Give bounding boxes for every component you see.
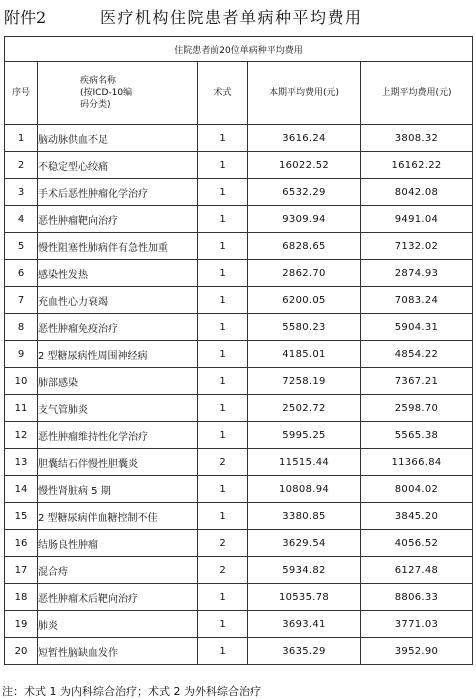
- row-number: 18: [5, 584, 38, 611]
- previous-average-cost: 3845.20: [361, 503, 473, 530]
- surgery-type: 1: [198, 233, 248, 260]
- surgery-type: 1: [198, 314, 248, 341]
- previous-average-cost: 3808.32: [361, 125, 473, 152]
- table-row: [5, 179, 473, 206]
- previous-average-cost: 2874.93: [361, 260, 473, 287]
- previous-average-cost: 8806.33: [361, 584, 473, 611]
- current-average-cost: 16022.52: [248, 152, 361, 179]
- table-header-row: [5, 62, 473, 125]
- table-row: [5, 530, 473, 557]
- previous-average-cost: 5565.38: [361, 422, 473, 449]
- current-average-cost: 7258.19: [248, 368, 361, 395]
- current-average-cost: 6828.65: [248, 233, 361, 260]
- row-number: 8: [5, 314, 38, 341]
- row-number: 9: [5, 341, 38, 368]
- row-number: 11: [5, 395, 38, 422]
- cost-table: [4, 36, 473, 665]
- disease-header-line2: (按ICD-10编: [80, 88, 133, 98]
- current-average-cost: 6200.05: [248, 287, 361, 314]
- surgery-type: 1: [198, 638, 248, 665]
- disease-name: 慢性肾脏病 5 期: [38, 476, 198, 503]
- surgery-type: 1: [198, 476, 248, 503]
- row-number: 17: [5, 557, 38, 584]
- row-number: 3: [5, 179, 38, 206]
- previous-average-cost: 5904.31: [361, 314, 473, 341]
- row-number: 2: [5, 152, 38, 179]
- disease-header-line3: 码分类): [80, 100, 111, 110]
- current-average-cost: 3693.41: [248, 611, 361, 638]
- surgery-type: 1: [198, 260, 248, 287]
- column-header-type: 术式: [198, 62, 248, 125]
- surgery-type: 1: [198, 368, 248, 395]
- surgery-type: 2: [198, 557, 248, 584]
- current-average-cost: 5995.25: [248, 422, 361, 449]
- column-header-current: 本期平均费用(元): [248, 62, 361, 125]
- table-row: [5, 368, 473, 395]
- table-row: [5, 314, 473, 341]
- surgery-type: 1: [198, 503, 248, 530]
- table-row: [5, 341, 473, 368]
- disease-name: 短暂性脑缺血发作: [38, 638, 198, 665]
- previous-average-cost: 11366.84: [361, 449, 473, 476]
- row-number: 19: [5, 611, 38, 638]
- previous-average-cost: 8042.08: [361, 179, 473, 206]
- document-title: 医疗机构住院患者单病种平均费用: [100, 8, 363, 27]
- current-average-cost: 4185.01: [248, 341, 361, 368]
- current-average-cost: 10535.78: [248, 584, 361, 611]
- previous-average-cost: 7367.21: [361, 368, 473, 395]
- table-row: [5, 503, 473, 530]
- previous-average-cost: 4056.52: [361, 530, 473, 557]
- disease-name: 混合痔: [38, 557, 198, 584]
- disease-name: 支气管肺炎: [38, 395, 198, 422]
- disease-name: 不稳定型心绞痛: [38, 152, 198, 179]
- page-header: [2, 2, 472, 32]
- previous-average-cost: 9491.04: [361, 206, 473, 233]
- current-average-cost: 2862.70: [248, 260, 361, 287]
- surgery-type: 1: [198, 341, 248, 368]
- current-average-cost: 3635.29: [248, 638, 361, 665]
- current-average-cost: 5934.82: [248, 557, 361, 584]
- table-row: [5, 611, 473, 638]
- column-header-disease: [38, 62, 198, 125]
- table-row: [5, 476, 473, 503]
- previous-average-cost: 16162.22: [361, 152, 473, 179]
- table-row: [5, 638, 473, 665]
- current-average-cost: 5580.23: [248, 314, 361, 341]
- row-number: 20: [5, 638, 38, 665]
- surgery-type: 2: [198, 530, 248, 557]
- previous-average-cost: 8004.02: [361, 476, 473, 503]
- row-number: 7: [5, 287, 38, 314]
- column-header-previous: 上期平均费用(元): [361, 62, 473, 125]
- surgery-type: 1: [198, 152, 248, 179]
- surgery-type: 1: [198, 395, 248, 422]
- disease-name: 2 型糖尿病伴血糖控制不佳: [38, 503, 198, 530]
- current-average-cost: 9309.94: [248, 206, 361, 233]
- footnote: 注：术式 1 为内科综合治疗；术式 2 为外科综合治疗: [2, 685, 261, 698]
- row-number: 5: [5, 233, 38, 260]
- disease-name: 脑动脉供血不足: [38, 125, 198, 152]
- disease-name: 手术后恶性肿瘤化学治疗: [38, 179, 198, 206]
- current-average-cost: 3380.85: [248, 503, 361, 530]
- disease-name: 肺部感染: [38, 368, 198, 395]
- previous-average-cost: 7132.02: [361, 233, 473, 260]
- surgery-type: 1: [198, 611, 248, 638]
- row-number: 10: [5, 368, 38, 395]
- table-row: [5, 584, 473, 611]
- surgery-type: 1: [198, 125, 248, 152]
- row-number: 13: [5, 449, 38, 476]
- row-number: 4: [5, 206, 38, 233]
- table-caption: 住院患者前20位单病种平均费用: [5, 37, 473, 62]
- table-row: [5, 260, 473, 287]
- disease-name: 结肠良性肿瘤: [38, 530, 198, 557]
- current-average-cost: 11515.44: [248, 449, 361, 476]
- surgery-type: 1: [198, 206, 248, 233]
- table-row: [5, 557, 473, 584]
- disease-name: 慢性阻塞性肺病伴有急性加重: [38, 233, 198, 260]
- table-row: [5, 233, 473, 260]
- current-average-cost: 3629.54: [248, 530, 361, 557]
- surgery-type: 1: [198, 422, 248, 449]
- previous-average-cost: 3771.03: [361, 611, 473, 638]
- row-number: 15: [5, 503, 38, 530]
- table-row: [5, 422, 473, 449]
- table-row: [5, 449, 473, 476]
- disease-name: 肺炎: [38, 611, 198, 638]
- previous-average-cost: 3952.90: [361, 638, 473, 665]
- previous-average-cost: 4854.22: [361, 341, 473, 368]
- current-average-cost: 10808.94: [248, 476, 361, 503]
- table-row: [5, 395, 473, 422]
- column-header-num: 序号: [5, 62, 38, 125]
- row-number: 6: [5, 260, 38, 287]
- disease-name: 恶性肿瘤靶向治疗: [38, 206, 198, 233]
- previous-average-cost: 7083.24: [361, 287, 473, 314]
- previous-average-cost: 6127.48: [361, 557, 473, 584]
- disease-name: 2 型糖尿病性周围神经病: [38, 341, 198, 368]
- current-average-cost: 3616.24: [248, 125, 361, 152]
- row-number: 16: [5, 530, 38, 557]
- row-number: 1: [5, 125, 38, 152]
- disease-name: 感染性发热: [38, 260, 198, 287]
- disease-header-line1: 疾病名称: [80, 76, 117, 86]
- table-caption-row: [5, 37, 473, 62]
- surgery-type: 1: [198, 287, 248, 314]
- previous-average-cost: 2598.70: [361, 395, 473, 422]
- attachment-label: 附件2: [4, 8, 47, 27]
- current-average-cost: 2502.72: [248, 395, 361, 422]
- disease-name: 恶性肿瘤免疫治疗: [38, 314, 198, 341]
- table-row: [5, 287, 473, 314]
- table-row: [5, 152, 473, 179]
- current-average-cost: 6532.29: [248, 179, 361, 206]
- table-row: [5, 206, 473, 233]
- surgery-type: 1: [198, 584, 248, 611]
- surgery-type: 2: [198, 449, 248, 476]
- row-number: 14: [5, 476, 38, 503]
- table-row: [5, 125, 473, 152]
- disease-name: 恶性肿瘤术后靶向治疗: [38, 584, 198, 611]
- disease-name: 恶性肿瘤维持性化学治疗: [38, 422, 198, 449]
- disease-name: 胆囊结石伴慢性胆囊炎: [38, 449, 198, 476]
- disease-name: 充血性心力衰竭: [38, 287, 198, 314]
- surgery-type: 1: [198, 179, 248, 206]
- row-number: 12: [5, 422, 38, 449]
